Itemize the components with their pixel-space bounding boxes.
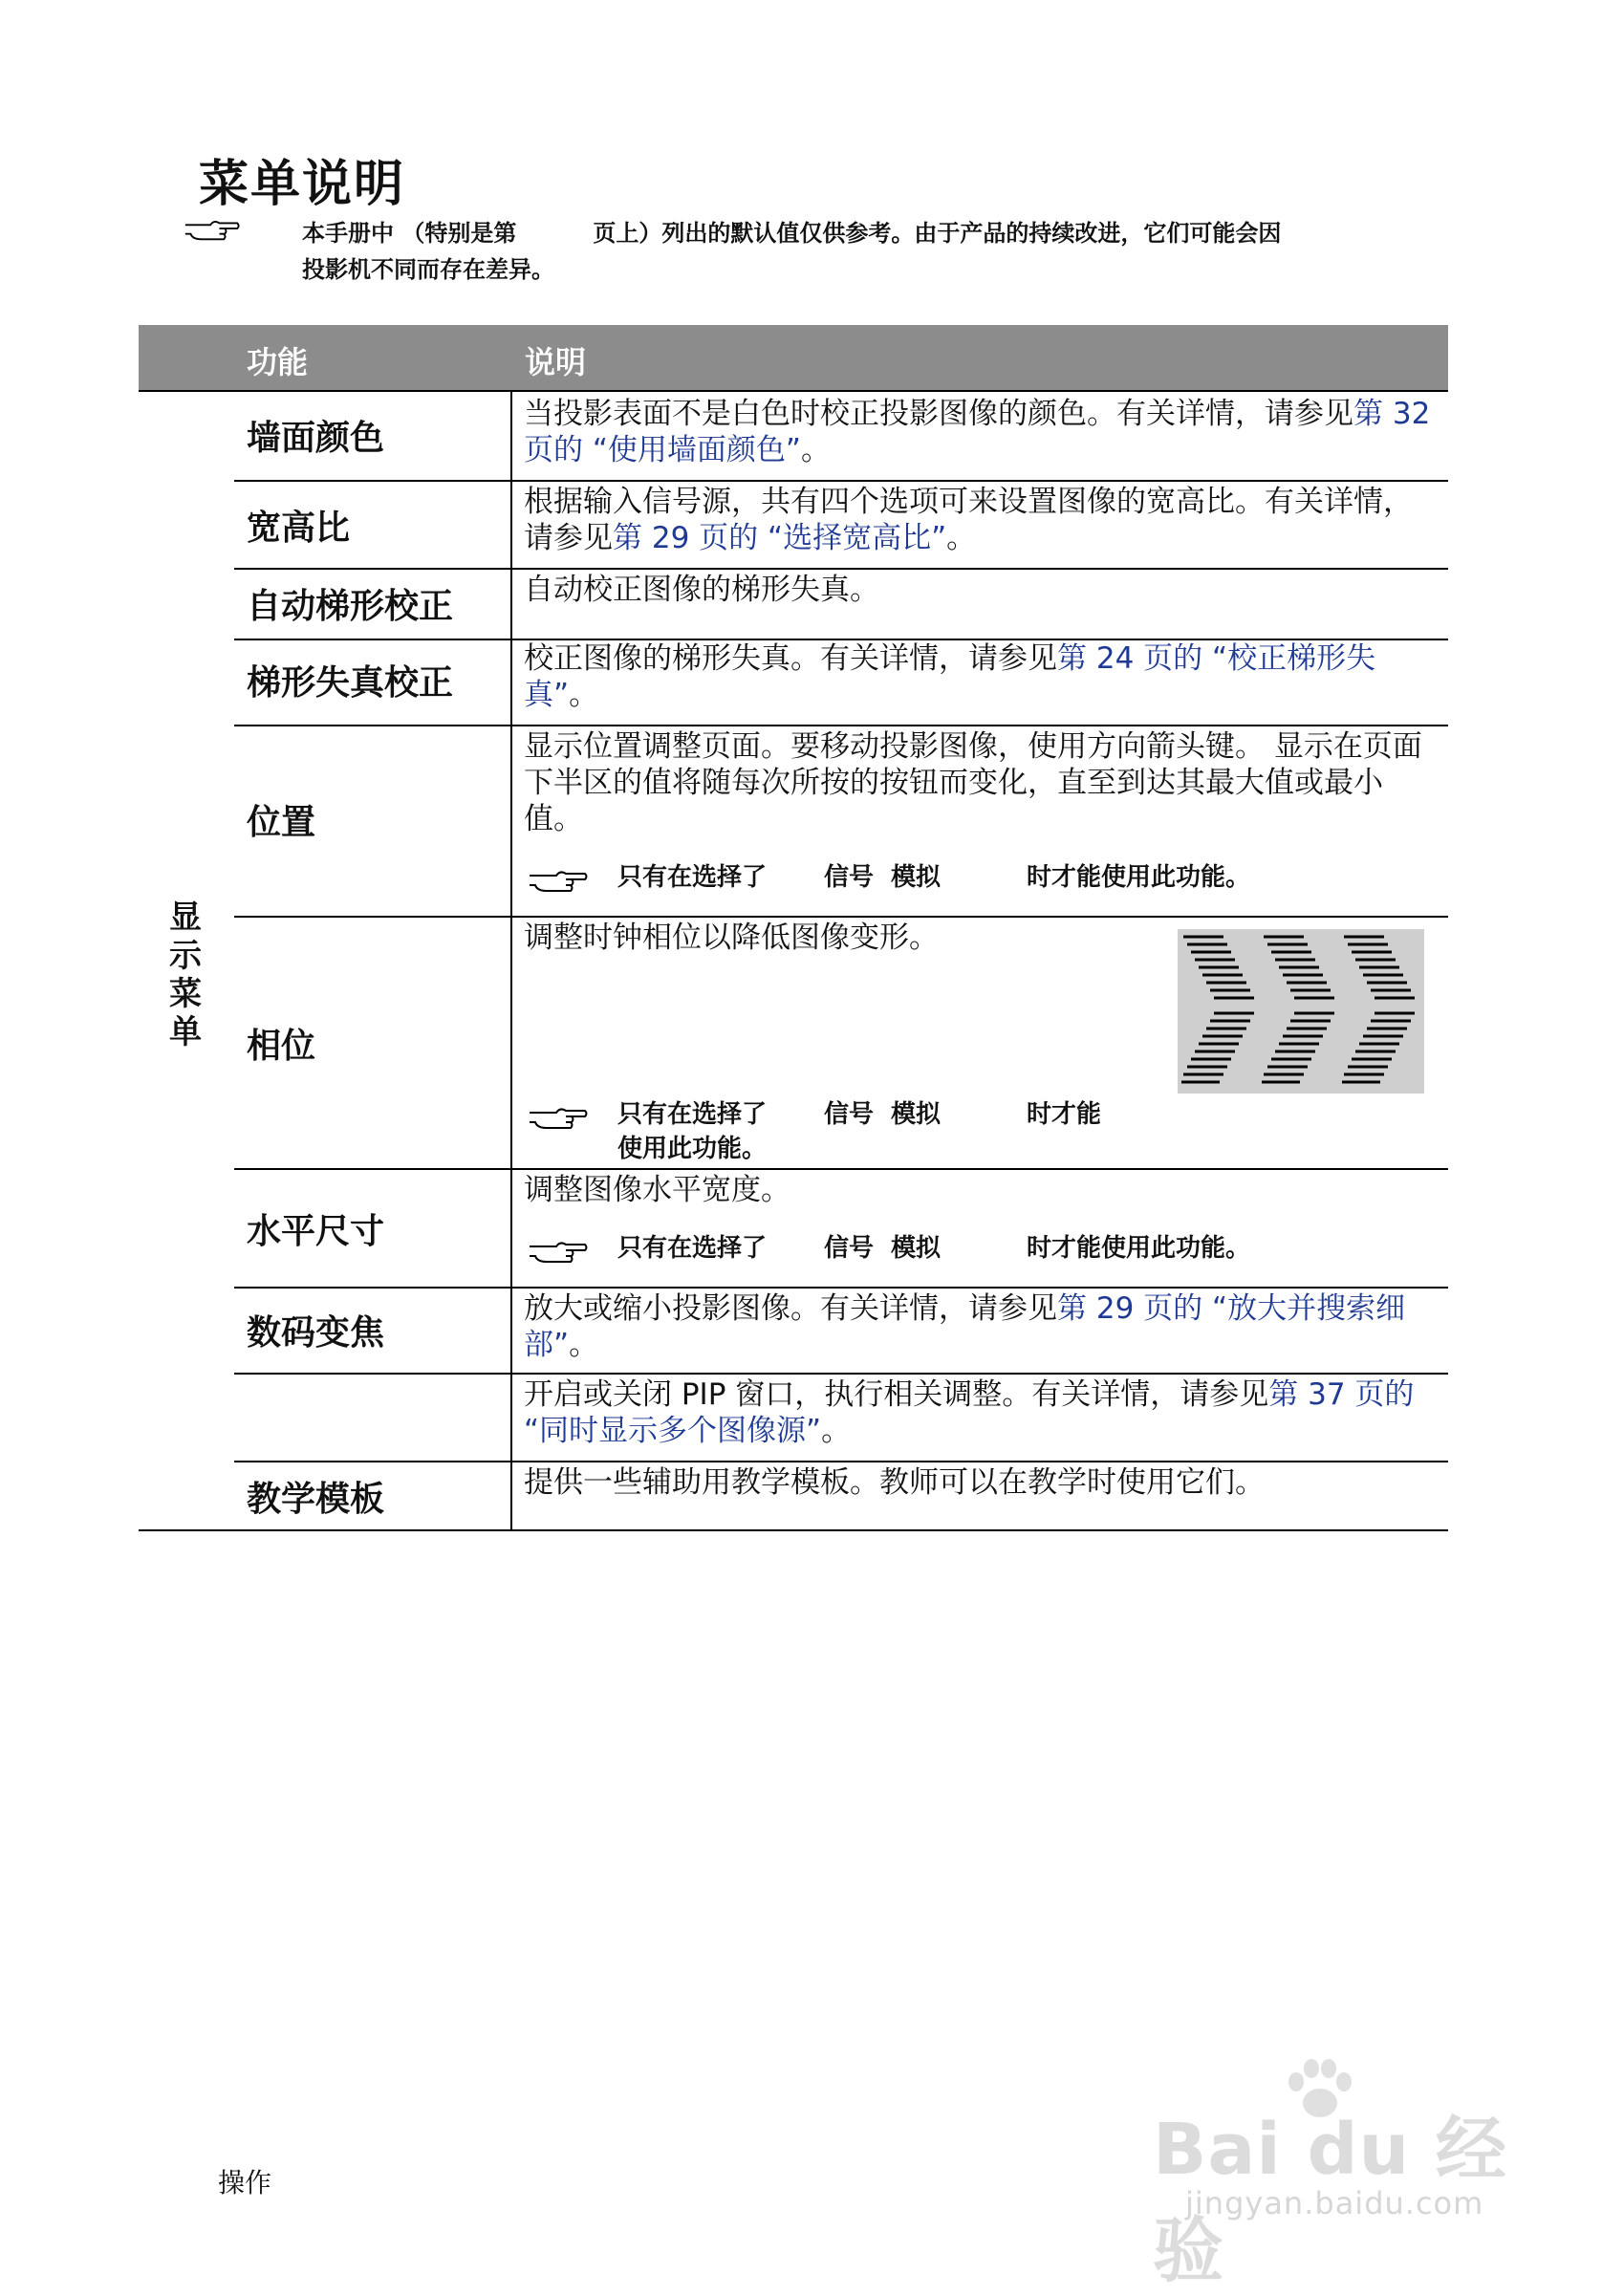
description-text: 。	[946, 521, 977, 555]
note-text: 只有在选择了	[617, 1100, 768, 1129]
description-aspect-ratio	[524, 484, 1441, 556]
row-divider	[234, 568, 1448, 570]
description-text: 显示位置调整页面。要移动投影图像，使用方向箭头键。 显示在页面下半区的值将随每次所按的按钮而变化，直至到达其最大值或最小值。	[524, 729, 1422, 836]
function-auto-keystone: 自动梯形校正	[247, 587, 454, 626]
note-text: 时才能使用此功能。	[1027, 863, 1251, 892]
link-aspect-ratio[interactable]: 第 29 页的 “选择宽高比”	[613, 521, 947, 555]
description-text: 调整图像水平宽度。	[524, 1173, 790, 1207]
row-divider	[234, 725, 1448, 726]
description-text: 。	[569, 1328, 599, 1362]
function-teaching-template: 教学模板	[247, 1480, 385, 1519]
watermark-sub: jingyan.baidu.com	[1185, 2185, 1484, 2221]
row-divider	[234, 1373, 1448, 1375]
note-text: 只有在选择了	[617, 863, 768, 892]
watermark-main: Bai du 经验	[1153, 2109, 1507, 2292]
note-text: 信号	[824, 863, 875, 892]
description-text: 调整时钟相位以降低图像变形。	[524, 921, 939, 955]
phase-pattern-image	[1178, 929, 1424, 1094]
top-note-line1-a: 本手册中 （特别是第	[302, 220, 517, 247]
column-divider	[510, 390, 512, 1531]
description-position	[524, 728, 1422, 837]
row-divider	[234, 1461, 1448, 1462]
table-header	[139, 325, 1448, 390]
note-text: 使用此功能。	[617, 1135, 768, 1163]
function-aspect-ratio: 宽高比	[247, 509, 351, 548]
link-wall-color[interactable]: 第 32 页的 “使用墙面颜色”	[524, 397, 1431, 467]
description-text: 自动校正图像的梯形失真。	[524, 573, 879, 607]
page-footer: 操作	[218, 2167, 272, 2199]
description-phase	[524, 920, 1136, 956]
table-bottom-rule	[139, 1529, 1448, 1531]
row-divider	[234, 1287, 1448, 1289]
link-digital-zoom[interactable]: 第 29 页的 “放大并搜索细部”	[524, 1291, 1406, 1362]
note-text: 时才能使用此功能。	[1027, 1234, 1251, 1263]
function-digital-zoom: 数码变焦	[247, 1313, 385, 1353]
pointing-hand-icon	[528, 1237, 589, 1266]
row-divider	[234, 1168, 1448, 1170]
row-divider	[234, 916, 1448, 918]
note-text: 模拟	[891, 1234, 942, 1263]
link-pip[interactable]: 第 37 页的 “同时显示多个图像源”	[524, 1377, 1415, 1448]
note-text: 信号	[824, 1234, 875, 1263]
description-text: 。	[569, 678, 599, 712]
description-digital-zoom	[524, 1290, 1441, 1363]
description-auto-keystone	[524, 572, 1441, 608]
description-text: 放大或缩小投影图像。有关详情，请参见	[524, 1291, 1057, 1326]
note-text: 模拟	[891, 863, 942, 892]
description-wall-color	[524, 396, 1441, 468]
description-text: 。	[800, 433, 831, 467]
function-keystone: 梯形失真校正	[247, 663, 454, 703]
note-text: 模拟	[891, 1100, 942, 1129]
function-wall-color: 墙面颜色	[247, 419, 385, 458]
function-horizontal-size: 水平尺寸	[247, 1212, 385, 1251]
note-text: 信号	[824, 1100, 875, 1129]
top-note-line2: 投影机不同而存在差异。	[302, 256, 554, 283]
note-text: 时才能	[1027, 1100, 1102, 1129]
top-note-line1-b: 页上）列出的默认值仅供参考。由于产品的持续改进，它们可能会因	[593, 220, 1282, 247]
header-function: 功能	[247, 344, 309, 380]
note-text: 只有在选择了	[617, 1234, 768, 1263]
pointing-hand-icon	[528, 866, 589, 895]
table-divider	[139, 390, 1448, 392]
page-title: 菜单说明	[199, 156, 406, 213]
pointing-hand-icon	[184, 215, 241, 244]
description-text: 当投影表面不是白色时校正投影图像的颜色。有关详情，请参见	[524, 397, 1353, 431]
side-label-display-menu: 显示菜单	[169, 899, 202, 1051]
header-description: 说明	[525, 344, 587, 380]
row-divider	[234, 480, 1448, 482]
function-phase: 相位	[247, 1027, 316, 1066]
description-pip	[524, 1376, 1441, 1449]
description-text: 校正图像的梯形失真。有关详情，请参见	[524, 641, 1057, 676]
top-note	[302, 215, 1449, 288]
description-teaching-template	[524, 1464, 1441, 1501]
description-text: 。	[821, 1414, 852, 1448]
pointing-hand-icon	[528, 1103, 589, 1132]
description-text: 开启或关闭 PIP 窗口，执行相关调整。有关详情，请参见	[524, 1377, 1269, 1412]
function-position: 位置	[247, 803, 316, 842]
description-text: 提供一些辅助用教学模板。教师可以在教学时使用它们。	[524, 1465, 1265, 1500]
link-keystone[interactable]: 第 24 页的 “校正梯形失真”	[524, 641, 1376, 712]
description-horizontal-size	[524, 1172, 1441, 1208]
description-keystone	[524, 640, 1441, 713]
description-text: 根据输入信号源，共有四个选项可来设置图像的宽高比。有关详情，请参见	[524, 485, 1413, 555]
baidu-watermark	[1128, 2055, 1529, 2292]
